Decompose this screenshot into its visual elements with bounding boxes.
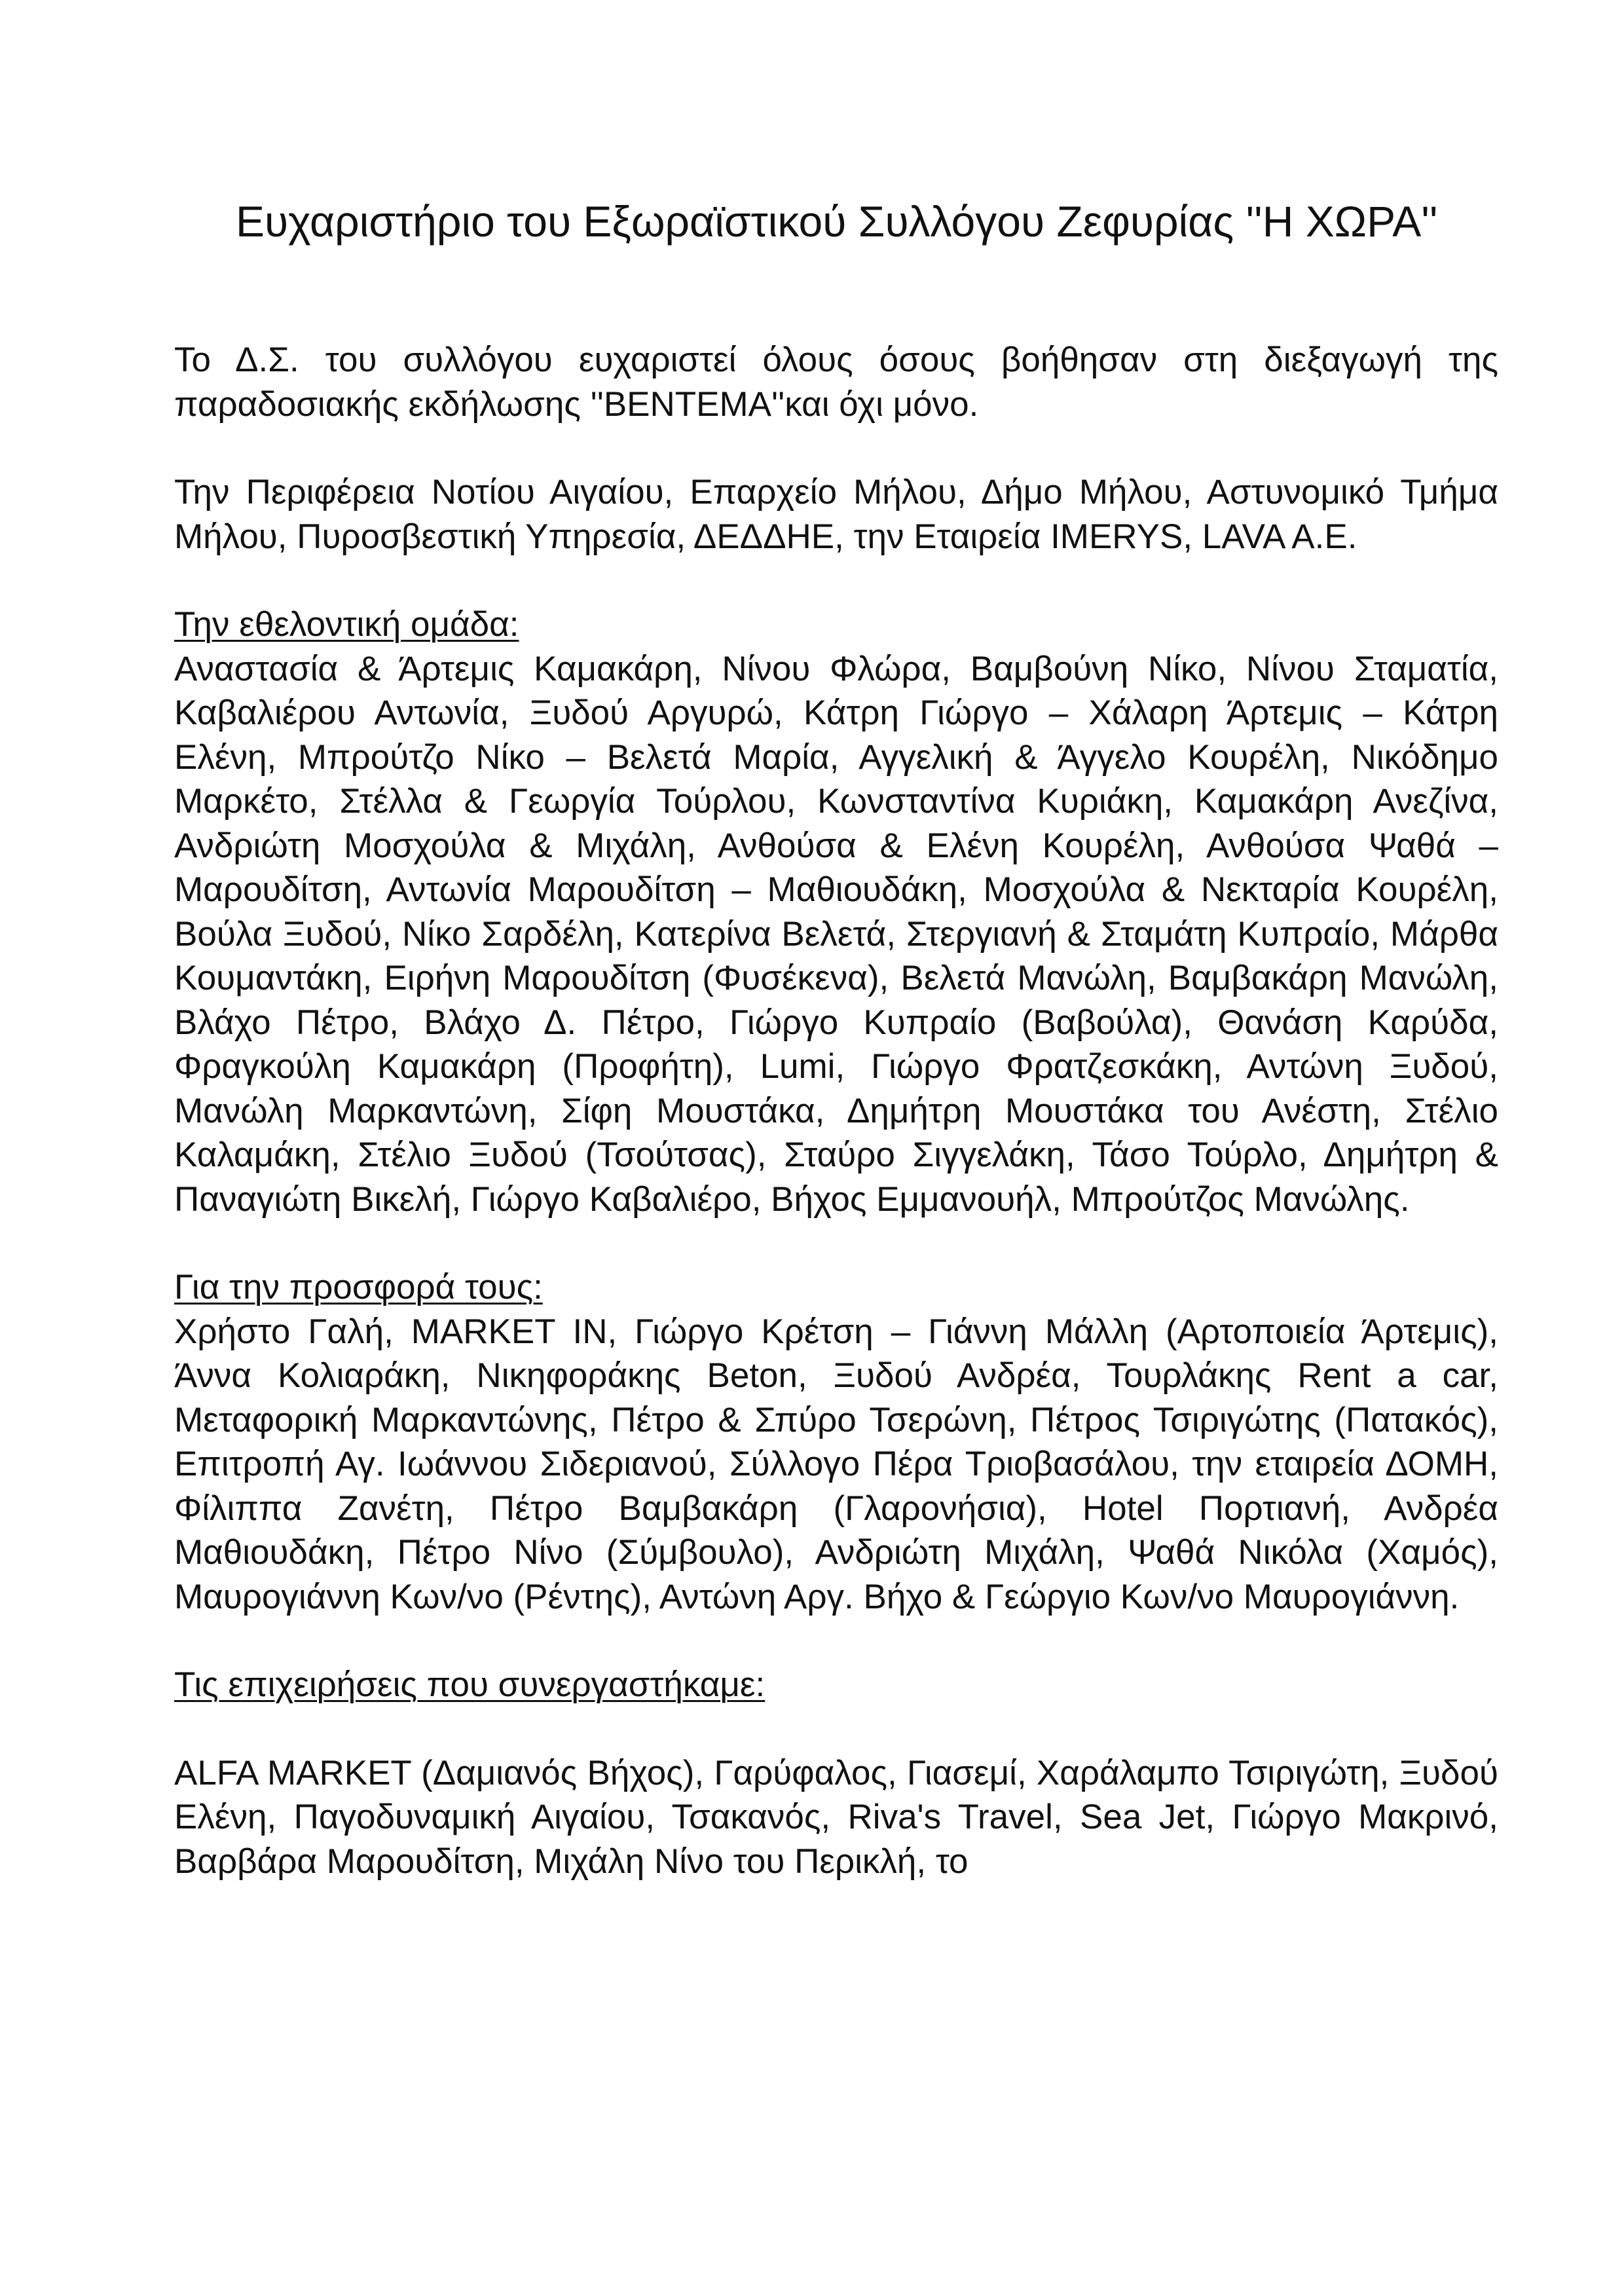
offers-paragraph: Χρήστο Γαλή, MARKET IN, Γιώργο Κρέτση – Γιάννη Μάλλη (Αρτοποιεία Άρτεμις), Άννα Κολιαράκη, Νικηφοράκης Beton, Ξυδού Ανδρέα, Τουρλάκης Rent a car, Μεταφορική Μαρκαντώνης, Πέτρο & Σπύρο Τσερώνη, Πέτρος Τσιριγώτης (Πατακός), Επιτροπή Αγ. Ιωάννου Σιδεριανού, Σύλλογο Πέρα Τριοβασάλου, την εταιρεία ΔΟΜΗ, Φίλιππα Ζανέτη, Πέτρο Βαμβακάρη (Γλαρονήσια), Hotel Πορτιανή, Ανδρέα Μαθιουδάκη, Πέτρο Νίνο (Σύμβουλο), Ανδριώτη Μιχάλη, Ψαθά Νικόλα (Χαμός), Μαυρογιάννη Κων/νο (Ρέντης), Αντώνη Αργ. Βήχο & Γεώργιο Κων/νο Μαυρογιάννη. [174, 1312, 1498, 1616]
businesses-paragraph: ALFA MARKET (Δαμιανός Βήχος), Γαρύφαλος, Γιασεμί, Χαράλαμπο Τσιριγώτη, Ξυδού Ελένη, Παγοδυναμική Αιγαίου, Τσακανός, Riva's Travel, Sea Jet, Γιώργο Μακρινό, Βαρβάρα Μαρουδίτση, Μιχάλη Νίνο του Περικλή, το [174, 1753, 1498, 1881]
institutions-paragraph: Την Περιφέρεια Νοτίου Αιγαίου, Επαρχείο Μήλου, Δήμο Μήλου, Αστυνομικό Τμήμα Μήλου, Πυροσβεστική Υπηρεσία, ΔΕΔΔΗΕ, την Εταιρεία IMERYS, LAVA A.E. [174, 473, 1498, 556]
volunteers-heading: Την εθελοντική ομάδα: [174, 605, 519, 644]
volunteers-paragraph: Αναστασία & Άρτεμις Καμακάρη, Νίνου Φλώρα, Βαμβούνη Νίκο, Νίνου Σταματία, Καβαλιέρου Αντωνία, Ξυδού Αργυρώ, Κάτρη Γιώργο – Χάλαρη Άρτεμις – Κάτρη Ελένη, Μπρούτζο Νίκο – Βελετά Μαρία, Αγγελική & Άγγελο Κουρέλη, Νικόδημο Μαρκέτο, Στέλλα & Γεωργία Τούρλου, Κωνσταντίνα Κυριάκη, Καμακάρη Ανεζίνα, Ανδριώτη Μοσχούλα & Μιχάλη, Ανθούσα & Ελένη Κουρέλη, Ανθούσα Ψαθά – Μαρουδίτση, Αντωνία Μαρουδίτση – Μαθιουδάκη, Μοσχούλα & Νεκταρία Κουρέλη, Βούλα Ξυδού, Νίκο Σαρδέλη, Κατερίνα Βελετά, Στεργιανή & Σταμάτη Κυπραίο, Μάρθα Κουμαντάκη, Ειρήνη Μαρουδίτση (Φυσέκενα), Βελετά Μανώλη, Βαμβακάρη Μανώλη, Βλάχο Πέτρο, Βλάχο Δ. Πέτρο, Γιώργο Κυπραίο (Βαβούλα), Θανάση Καρύδα, Φραγκούλη Καμακάρη (Προφήτη), Lumi, Γιώργο Φρατζεσκάκη, Αντώνη Ξυδού, Μανώλη Μαρκαντώνη, Σίφη Μουστάκα, Δημήτρη Μουστάκα του Ανέστη, Στέλιο Καλαμάκη, Στέλιο Ξυδού (Τσούτσας), Σταύρο Σιγγελάκη, Τάσο Τούρλο, Δημήτρη & Παναγιώτη Βικελή, Γιώργο Καβαλιέρο, Βήχος Εμμανουήλ, Μπρούτζος Μανώλης. [174, 649, 1498, 1219]
businesses-heading: Τις επιχειρήσεις που συνεργαστήκαμε: [174, 1665, 766, 1704]
document-title: Ευχαριστήριο του Εξωραϊστικού Συλλόγου Ζεφυρίας ''Η ΧΩΡΑ'' [236, 197, 1438, 246]
intro-paragraph: Το Δ.Σ. του συλλόγου ευχαριστεί όλους όσους βοήθησαν στη διεξαγωγή της παραδοσιακής εκδήλωσης ''ΒΕΝΤΕΜΑ''και όχι μόνο. [174, 341, 1498, 424]
offers-heading: Για την προσφορά τους: [174, 1268, 543, 1306]
document-body [174, 338, 1498, 1883]
